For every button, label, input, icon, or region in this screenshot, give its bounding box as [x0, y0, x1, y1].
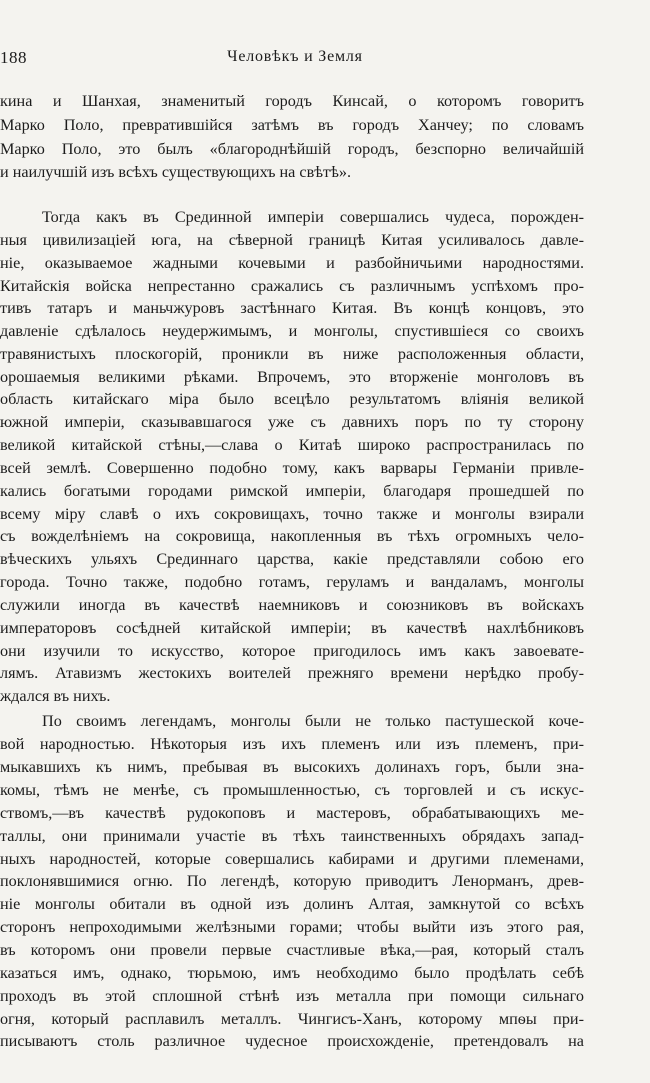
- text-line: комы, тѣмъ не менѣе, съ промышленностью, съ торговлей и съ искус-: [0, 781, 584, 799]
- text-line: область китайскаго міра было всецѣло результатомъ вліянія великой: [0, 390, 584, 408]
- text-line: проходъ въ этой сплошной стѣнѣ изъ металла при помощи сильнаго: [0, 987, 584, 1005]
- text-line: поклонявшимися огню. По легендѣ, которую приводитъ Ленорманъ, древ-: [0, 872, 584, 890]
- text-line: ныхъ народностей, которые совершались кабирами и другими племенами,: [0, 850, 584, 868]
- page-number: 188: [0, 48, 27, 67]
- page-header: [0, 48, 650, 72]
- text-line: всей землѣ. Совершенно подобно тому, какъ варвары Германіи привле-: [0, 459, 584, 477]
- text-line: Марко Поло, это былъ «благороднѣйшій городъ, безспорно величайшій: [0, 140, 584, 158]
- text-line: мыкавшихъ къ нимъ, пребывая въ высокихъ долинахъ горъ, были зна-: [0, 758, 584, 776]
- text-line: тивъ татаръ и маньчжуровъ застѣннаго Китая. Въ концѣ концовъ, это: [0, 299, 584, 317]
- text-line: съ вожделѣніемъ на сокровища, накопленныя въ тѣхъ огромныхъ чело-: [0, 527, 584, 545]
- text-line: вой народностью. Нѣкоторыя изъ ихъ племенъ или изъ племенъ, при-: [0, 735, 584, 753]
- text-line: огня, который расплавилъ металлъ. Чингисъ-Ханъ, которому мпѳы при-: [0, 1010, 584, 1028]
- text-line: въ которомъ они провели первые счастливые вѣка,—рая, который сталъ: [0, 941, 584, 959]
- text-line: ніе, оказываемое жадными кочевыми и разбойничьими народностями.: [0, 254, 584, 272]
- text-line: лямъ. Атавизмъ жестокихъ воителей прежняго времени нерѣдко пробу-: [0, 664, 584, 682]
- text-line: Марко Поло, превратившійся затѣмъ въ городъ Ханчеу; по словамъ: [0, 116, 584, 134]
- text-line: таллы, они принимали участіе въ тѣхъ таинственныхъ обрядахъ запад-: [0, 827, 584, 845]
- text-line: Китайскія войска непрестанно сражались съ различнымъ успѣхомъ про-: [0, 277, 584, 295]
- text-line: писываютъ столь различное чудесное происхожденіе, претендовалъ на: [0, 1032, 584, 1050]
- text-line: травянистыхъ плоскогорій, проникли въ ниже расположенныя области,: [0, 345, 584, 363]
- text-line: кались богатыми городами римской имперіи, благодаря прошедшей по: [0, 482, 584, 500]
- text-line: они изучили то искусство, которое пригодилось имъ какъ завоевате-: [0, 642, 584, 660]
- text-line: давленіе сдѣлалось неудержимымъ, и монголы, спустившіеся со своихъ: [0, 322, 584, 340]
- text-line: орошаемыя великими рѣками. Впрочемъ, это вторженіе монголовъ въ: [0, 368, 584, 386]
- text-line: ствомъ,—въ качествѣ рудокоповъ и мастеровъ, обрабатывающихъ ме-: [0, 804, 584, 822]
- text-line: По своимъ легендамъ, монголы были не только пастушеской коче-: [42, 712, 584, 730]
- text-line: сторонъ непроходимыми желѣзными горами; чтобы выйти изъ этого рая,: [0, 918, 584, 936]
- text-line: ныя цивилизаціей юга, на сѣверной границѣ Китая усиливалось давле-: [0, 231, 584, 249]
- text-line: и наилучшій изъ всѣхъ существующихъ на свѣтѣ».: [0, 163, 352, 181]
- text-line: императоровъ сосѣдней китайской имперіи; въ качествѣ нахлѣбниковъ: [0, 619, 584, 637]
- text-line: ждался въ нихъ.: [0, 687, 111, 705]
- text-line: города. Точно также, подобно готамъ, геруламъ и вандаламъ, монголы: [0, 573, 584, 591]
- text-line: Тогда какъ въ Срединной имперіи совершались чудеса, порожден-: [42, 208, 584, 226]
- text-line: казаться имъ, однако, тюрьмою, имъ необходимо было продѣлать себѣ: [0, 964, 584, 982]
- text-line: великой китайской стѣны,—слава о Китаѣ широко распространилась по: [0, 436, 584, 454]
- running-title: Человѣкъ и Земля: [227, 48, 363, 65]
- text-line: всему міру славѣ о ихъ сокровищахъ, точно также и монголы взирали: [0, 505, 584, 523]
- text-line: ніе монголы обитали въ одной изъ долинъ Алтая, замкнутой со всѣхъ: [0, 895, 584, 913]
- text-line: кина и Шанхая, знаменитый городъ Кинсай, о которомъ говоритъ: [0, 92, 584, 110]
- text-line: вѣческихъ ульяхъ Срединнаго царства, какіе представляли собою его: [0, 550, 584, 568]
- text-line: служили иногда въ качествѣ наемниковъ и союзниковъ въ войскахъ: [0, 596, 584, 614]
- text-line: южной имперіи, сказывавшагося уже съ давнихъ поръ по ту сторону: [0, 413, 584, 431]
